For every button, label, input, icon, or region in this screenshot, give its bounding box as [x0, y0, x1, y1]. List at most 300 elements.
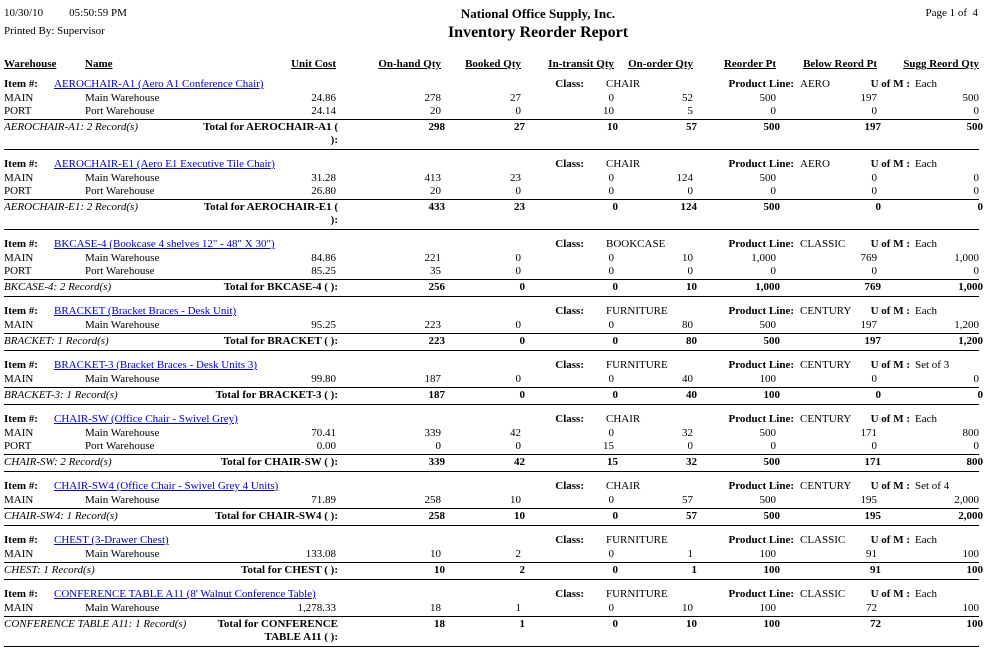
unit-cost-value: 24.14	[311, 105, 336, 117]
total-on-hand: 256	[428, 281, 445, 293]
col-header-booked: Booked Qty	[465, 58, 521, 70]
uom-label: U of M :	[870, 305, 910, 317]
item-group	[4, 305, 992, 351]
total-below-reord: 0	[875, 389, 881, 401]
on-hand-value: 223	[424, 319, 441, 331]
total-label: Total for BRACKET ( ):	[223, 335, 338, 347]
warehouse-name: Main Warehouse	[85, 548, 160, 560]
warehouse-code: MAIN	[4, 252, 34, 264]
warehouse-name: Main Warehouse	[85, 92, 160, 104]
total-reorder-pt: 100	[763, 618, 780, 630]
in-transit-value: 0	[608, 252, 614, 264]
below-reord-value: 0	[871, 172, 877, 184]
product-line-label: Product Line:	[728, 534, 794, 546]
reorder-pt-value: 0	[770, 265, 776, 277]
below-reord-value: 197	[860, 92, 877, 104]
col-header-warehouse: Warehouse	[4, 58, 57, 70]
item-header-row	[4, 413, 979, 426]
warehouse-row	[4, 440, 979, 453]
on-hand-value: 339	[424, 427, 441, 439]
total-on-hand: 298	[428, 121, 445, 133]
total-reorder-pt: 100	[763, 564, 780, 576]
sugg-reord-value: 0	[973, 185, 979, 197]
warehouse-code: PORT	[4, 185, 32, 197]
item-no-label: Item #:	[4, 480, 38, 492]
product-line-value: CLASSIC	[800, 534, 846, 546]
total-sugg-reord: 1,000	[958, 281, 983, 293]
on-order-value: 124	[676, 172, 693, 184]
total-on-hand: 339	[428, 456, 445, 468]
sugg-reord-value: 100	[962, 602, 979, 614]
on-hand-value: 18	[430, 602, 441, 614]
sugg-reord-value: 100	[962, 548, 979, 560]
item-link-cell	[54, 158, 520, 171]
total-in-transit: 10	[607, 121, 618, 133]
date-time	[4, 7, 304, 20]
item-header-row	[4, 238, 979, 251]
item-link-cell	[54, 359, 520, 372]
class-label: Class:	[555, 305, 584, 317]
total-booked: 10	[514, 510, 525, 522]
total-on-order: 124	[680, 201, 697, 213]
warehouse-row	[4, 105, 979, 118]
total-reorder-pt: 500	[763, 201, 780, 213]
total-on-hand: 258	[428, 510, 445, 522]
total-sugg-reord: 100	[966, 618, 983, 630]
reorder-pt-value: 0	[770, 185, 776, 197]
class-label: Class:	[555, 359, 584, 371]
warehouse-row	[4, 185, 979, 198]
total-reorder-pt: 100	[763, 389, 780, 401]
total-on-order: 32	[686, 456, 697, 468]
total-in-transit: 0	[612, 281, 618, 293]
warehouse-name: Main Warehouse	[85, 494, 160, 506]
below-reord-value: 0	[871, 105, 877, 117]
booked-value: 0	[515, 265, 521, 277]
on-order-value: 0	[687, 265, 693, 277]
warehouse-name: Port Warehouse	[85, 265, 155, 277]
item-link[interactable]: BRACKET-3 (Bracket Braces - Desk Units 3)	[54, 359, 258, 371]
total-on-order: 57	[686, 510, 697, 522]
on-order-value: 1	[687, 548, 693, 560]
total-sugg-reord: 500	[966, 121, 983, 133]
total-reorder-pt: 1,000	[755, 281, 780, 293]
total-on-hand: 187	[428, 389, 445, 401]
in-transit-value: 0	[608, 548, 614, 560]
warehouse-row	[4, 602, 979, 615]
below-reord-value: 0	[871, 440, 877, 452]
warehouse-code: MAIN	[4, 427, 34, 439]
item-link[interactable]: CHAIR-SW (Office Chair - Swivel Grey)	[54, 413, 238, 425]
on-order-value: 10	[682, 602, 693, 614]
header-left	[4, 7, 304, 38]
total-in-transit: 0	[612, 335, 618, 347]
booked-value: 2	[515, 548, 521, 560]
on-order-value: 40	[682, 373, 693, 385]
unit-cost-value: 24.86	[311, 92, 336, 104]
warehouse-row	[4, 494, 979, 507]
warehouse-name: Main Warehouse	[85, 427, 160, 439]
class-value: CHAIR	[606, 158, 641, 170]
total-reorder-pt: 500	[763, 510, 780, 522]
on-hand-value: 221	[424, 252, 441, 264]
total-label: Total for CONFERENCE TABLE A11 ( ):	[217, 618, 338, 643]
total-on-order: 80	[686, 335, 697, 347]
report-title: Inventory Reorder Report	[447, 24, 629, 41]
group-total-row	[4, 333, 983, 351]
total-sugg-reord: 0	[977, 389, 983, 401]
uom-value: Each	[915, 305, 937, 317]
booked-value: 1	[515, 602, 521, 614]
unit-cost-value: 70.41	[311, 427, 336, 439]
total-on-order: 10	[686, 618, 697, 630]
col-header-below-reord-pt: Below Reord Pt	[803, 58, 877, 70]
in-transit-value: 0	[608, 92, 614, 104]
class-value: FURNITURE	[606, 588, 668, 600]
total-booked: 0	[519, 335, 525, 347]
uom-label: U of M :	[870, 534, 910, 546]
group-total-row	[4, 119, 983, 150]
on-hand-value: 413	[424, 172, 441, 184]
group-total-row	[4, 199, 983, 230]
in-transit-value: 10	[603, 105, 614, 117]
uom-value: Set of 4	[915, 480, 950, 492]
record-count: AEROCHAIR-E1: 2 Record(s)	[4, 201, 138, 213]
warehouse-code: PORT	[4, 440, 32, 452]
product-line-label: Product Line:	[728, 158, 794, 170]
item-link-cell	[54, 238, 520, 251]
on-hand-value: 278	[424, 92, 441, 104]
total-sugg-reord: 2,000	[958, 510, 983, 522]
warehouse-code: MAIN	[4, 373, 34, 385]
total-label: Total for CHAIR-SW4 ( ):	[215, 510, 338, 522]
uom-label: U of M :	[870, 158, 910, 170]
uom-label: U of M :	[870, 413, 910, 425]
on-hand-value: 187	[424, 373, 441, 385]
sugg-reord-value: 0	[973, 373, 979, 385]
col-header-in-transit: In-transit Qty	[548, 58, 614, 70]
item-link-cell	[54, 588, 520, 601]
product-line-label: Product Line:	[728, 480, 794, 492]
total-on-hand: 10	[434, 564, 445, 576]
item-link-cell	[54, 534, 520, 547]
total-below-reord: 769	[864, 281, 881, 293]
col-header-unit-cost: Unit Cost	[291, 58, 336, 70]
item-group	[4, 534, 992, 580]
reorder-pt-value: 0	[770, 440, 776, 452]
uom-label: U of M :	[870, 359, 910, 371]
product-line-label: Product Line:	[728, 238, 794, 250]
reorder-pt-value: 500	[759, 427, 776, 439]
uom-label: U of M :	[870, 480, 910, 492]
warehouse-code: MAIN	[4, 494, 34, 506]
total-in-transit: 0	[612, 389, 618, 401]
item-header-row	[4, 480, 979, 493]
on-order-value: 0	[687, 185, 693, 197]
warehouse-name: Main Warehouse	[85, 373, 160, 385]
product-line-value: CENTURY	[800, 413, 852, 425]
below-reord-value: 91	[866, 548, 877, 560]
on-order-value: 5	[687, 105, 693, 117]
unit-cost-value: 71.89	[311, 494, 336, 506]
total-below-reord: 171	[864, 456, 881, 468]
product-line-value: CLASSIC	[800, 238, 846, 250]
warehouse-code: PORT	[4, 265, 32, 277]
group-total-row	[4, 562, 983, 580]
header-center	[304, 7, 772, 42]
below-reord-value: 171	[860, 427, 877, 439]
item-link[interactable]: AEROCHAIR-E1 (Aero E1 Executive Tile Chair)	[54, 158, 275, 170]
report-date: 10/30/10	[4, 7, 44, 19]
warehouse-code: PORT	[4, 105, 32, 117]
on-hand-value: 20	[430, 105, 441, 117]
product-line-value: AERO	[800, 158, 830, 170]
reorder-pt-value: 500	[759, 319, 776, 331]
booked-value: 23	[510, 172, 521, 184]
uom-label: U of M :	[870, 78, 910, 90]
total-booked: 0	[519, 389, 525, 401]
class-label: Class:	[555, 158, 584, 170]
uom-label: U of M :	[870, 238, 910, 250]
total-label: Total for CHEST ( ):	[241, 564, 338, 576]
total-on-hand: 18	[434, 618, 445, 630]
report-time: 05:50:59 PM	[69, 7, 127, 19]
warehouse-name: Main Warehouse	[85, 172, 160, 184]
class-label: Class:	[555, 480, 584, 492]
class-label: Class:	[555, 78, 584, 90]
product-line-value: CENTURY	[800, 359, 852, 371]
total-in-transit: 0	[612, 510, 618, 522]
total-booked: 0	[519, 281, 525, 293]
total-on-order: 10	[686, 281, 697, 293]
total-label: Total for AEROCHAIR-A1 ( ):	[203, 121, 338, 146]
record-count: AEROCHAIR-A1: 2 Record(s)	[4, 121, 138, 133]
reorder-pt-value: 500	[759, 172, 776, 184]
item-link[interactable]: BKCASE-4 (Bookcase 4 shelves 12" - 48" X 30")	[54, 238, 275, 250]
total-in-transit: 15	[607, 456, 618, 468]
unit-cost-value: 1,278.33	[297, 602, 336, 614]
total-booked: 23	[514, 201, 525, 213]
product-line-label: Product Line:	[728, 588, 794, 600]
total-booked: 27	[514, 121, 525, 133]
on-hand-value: 258	[424, 494, 441, 506]
warehouse-name: Port Warehouse	[85, 185, 155, 197]
warehouse-row	[4, 265, 979, 278]
record-count: BRACKET: 1 Record(s)	[4, 335, 109, 347]
item-group	[4, 238, 992, 297]
item-link[interactable]: AEROCHAIR-A1 (Aero A1 Conference Chair)	[54, 78, 264, 90]
item-group	[4, 480, 992, 526]
uom-label: U of M :	[870, 588, 910, 600]
warehouse-code: MAIN	[4, 548, 34, 560]
class-label: Class:	[555, 238, 584, 250]
total-label: Total for AEROCHAIR-E1 ( ):	[203, 201, 338, 226]
class-value: FURNITURE	[606, 359, 668, 371]
printed-by: Printed By: Supervisor	[4, 25, 105, 37]
warehouse-name: Main Warehouse	[85, 319, 160, 331]
on-hand-value: 20	[430, 185, 441, 197]
record-count: BKCASE-4: 2 Record(s)	[4, 281, 112, 293]
below-reord-value: 195	[860, 494, 877, 506]
column-header-row	[4, 58, 979, 71]
booked-value: 0	[515, 105, 521, 117]
reorder-pt-value: 500	[759, 494, 776, 506]
warehouse-code: MAIN	[4, 602, 34, 614]
on-hand-value: 35	[430, 265, 441, 277]
item-link[interactable]: CONFERENCE TABLE A11 (8' Walnut Conference Table)	[54, 588, 316, 600]
item-link[interactable]: BRACKET (Bracket Braces - Desk Unit)	[54, 305, 237, 317]
record-count: CHAIR-SW: 2 Record(s)	[4, 456, 112, 468]
total-on-hand: 433	[428, 201, 445, 213]
record-count: BRACKET-3: 1 Record(s)	[4, 389, 118, 401]
total-on-hand: 223	[428, 335, 445, 347]
booked-value: 0	[515, 319, 521, 331]
total-below-reord: 197	[864, 121, 881, 133]
class-label: Class:	[555, 588, 584, 600]
total-booked: 42	[514, 456, 525, 468]
col-header-name: Name	[85, 58, 113, 70]
record-count: CHEST: 1 Record(s)	[4, 564, 95, 576]
unit-cost-value: 133.08	[305, 548, 336, 560]
in-transit-value: 15	[603, 440, 614, 452]
total-on-order: 57	[686, 121, 697, 133]
product-line-label: Product Line:	[728, 413, 794, 425]
item-link-cell	[54, 78, 520, 91]
on-order-value: 32	[682, 427, 693, 439]
booked-value: 0	[515, 373, 521, 385]
group-total-row	[4, 279, 983, 297]
product-line-label: Product Line:	[728, 359, 794, 371]
sugg-reord-value: 1,000	[954, 252, 979, 264]
total-sugg-reord: 1,200	[958, 335, 983, 347]
total-on-order: 1	[691, 564, 697, 576]
item-group	[4, 78, 992, 150]
sugg-reord-value: 0	[973, 265, 979, 277]
total-label: Total for BKCASE-4 ( ):	[223, 281, 338, 293]
total-below-reord: 72	[870, 618, 881, 630]
record-count: CHAIR-SW4: 1 Record(s)	[4, 510, 118, 522]
reorder-pt-value: 500	[759, 92, 776, 104]
product-line-value: CENTURY	[800, 480, 852, 492]
item-header-row	[4, 534, 979, 547]
sugg-reord-value: 800	[962, 427, 979, 439]
item-no-label: Item #:	[4, 534, 38, 546]
class-value: BOOKCASE	[606, 238, 666, 250]
record-count: CONFERENCE TABLE A11: 1 Record(s)	[4, 618, 187, 630]
uom-value: Each	[915, 588, 937, 600]
in-transit-value: 0	[608, 427, 614, 439]
item-no-label: Item #:	[4, 238, 38, 250]
product-line-value: CENTURY	[800, 305, 852, 317]
total-reorder-pt: 500	[763, 335, 780, 347]
item-no-label: Item #:	[4, 305, 38, 317]
class-value: FURNITURE	[606, 534, 668, 546]
warehouse-row	[4, 252, 979, 265]
on-hand-value: 0	[435, 440, 441, 452]
uom-value: Set of 3	[915, 359, 950, 371]
group-total-row	[4, 508, 983, 526]
total-label: Total for BRACKET-3 ( ):	[215, 389, 338, 401]
in-transit-value: 0	[608, 494, 614, 506]
unit-cost-value: 95.25	[311, 319, 336, 331]
item-group	[4, 359, 992, 405]
on-order-value: 57	[682, 494, 693, 506]
reorder-pt-value: 100	[759, 548, 776, 560]
product-line-label: Product Line:	[728, 78, 794, 90]
warehouse-row	[4, 172, 979, 185]
sugg-reord-value: 0	[973, 172, 979, 184]
col-header-on-hand: On-hand Qty	[378, 58, 441, 70]
uom-value: Each	[915, 158, 937, 170]
item-header-row	[4, 78, 979, 91]
item-header-row	[4, 305, 979, 318]
total-in-transit: 0	[612, 201, 618, 213]
below-reord-value: 0	[871, 265, 877, 277]
sugg-reord-value: 0	[973, 105, 979, 117]
item-no-label: Item #:	[4, 78, 38, 90]
sugg-reord-value: 2,000	[954, 494, 979, 506]
sugg-reord-value: 500	[962, 92, 979, 104]
booked-value: 0	[515, 440, 521, 452]
class-value: CHAIR	[606, 480, 641, 492]
uom-value: Each	[915, 534, 937, 546]
unit-cost-value: 31.28	[311, 172, 336, 184]
warehouse-row	[4, 427, 979, 440]
below-reord-value: 0	[871, 185, 877, 197]
in-transit-value: 0	[608, 172, 614, 184]
product-line-value: AERO	[800, 78, 830, 90]
col-header-reorder-pt: Reorder Pt	[723, 58, 776, 70]
total-in-transit: 0	[612, 618, 618, 630]
on-hand-value: 10	[430, 548, 441, 560]
on-order-value: 0	[687, 440, 693, 452]
group-total-row	[4, 387, 983, 405]
total-reorder-pt: 500	[763, 121, 780, 133]
below-reord-value: 769	[860, 252, 877, 264]
item-no-label: Item #:	[4, 588, 38, 600]
item-link[interactable]: CHAIR-SW4 (Office Chair - Swivel Grey 4 Units)	[54, 480, 279, 492]
item-no-label: Item #:	[4, 158, 38, 170]
total-below-reord: 197	[864, 335, 881, 347]
on-order-value: 52	[682, 92, 693, 104]
item-header-row	[4, 158, 979, 171]
item-header-row	[4, 588, 979, 601]
item-link-cell	[54, 413, 520, 426]
product-line-value: CLASSIC	[800, 588, 846, 600]
total-in-transit: 0	[612, 564, 618, 576]
item-group	[4, 158, 992, 230]
class-label: Class:	[555, 413, 584, 425]
in-transit-value: 0	[608, 319, 614, 331]
groups-container	[4, 78, 992, 647]
company-name: National Office Supply, Inc.	[460, 6, 616, 21]
unit-cost-value: 26.80	[311, 185, 336, 197]
warehouse-name: Main Warehouse	[85, 252, 160, 264]
warehouse-name: Port Warehouse	[85, 440, 155, 452]
item-group	[4, 588, 992, 647]
booked-value: 0	[515, 252, 521, 264]
warehouse-code: MAIN	[4, 172, 34, 184]
booked-value: 0	[515, 185, 521, 197]
warehouse-name: Port Warehouse	[85, 105, 155, 117]
total-below-reord: 0	[875, 201, 881, 213]
item-link[interactable]: CHEST (3-Drawer Chest)	[54, 534, 169, 546]
total-on-order: 40	[686, 389, 697, 401]
in-transit-value: 0	[608, 602, 614, 614]
unit-cost-value: 0.00	[316, 440, 336, 452]
total-reorder-pt: 500	[763, 456, 780, 468]
booked-value: 27	[510, 92, 521, 104]
